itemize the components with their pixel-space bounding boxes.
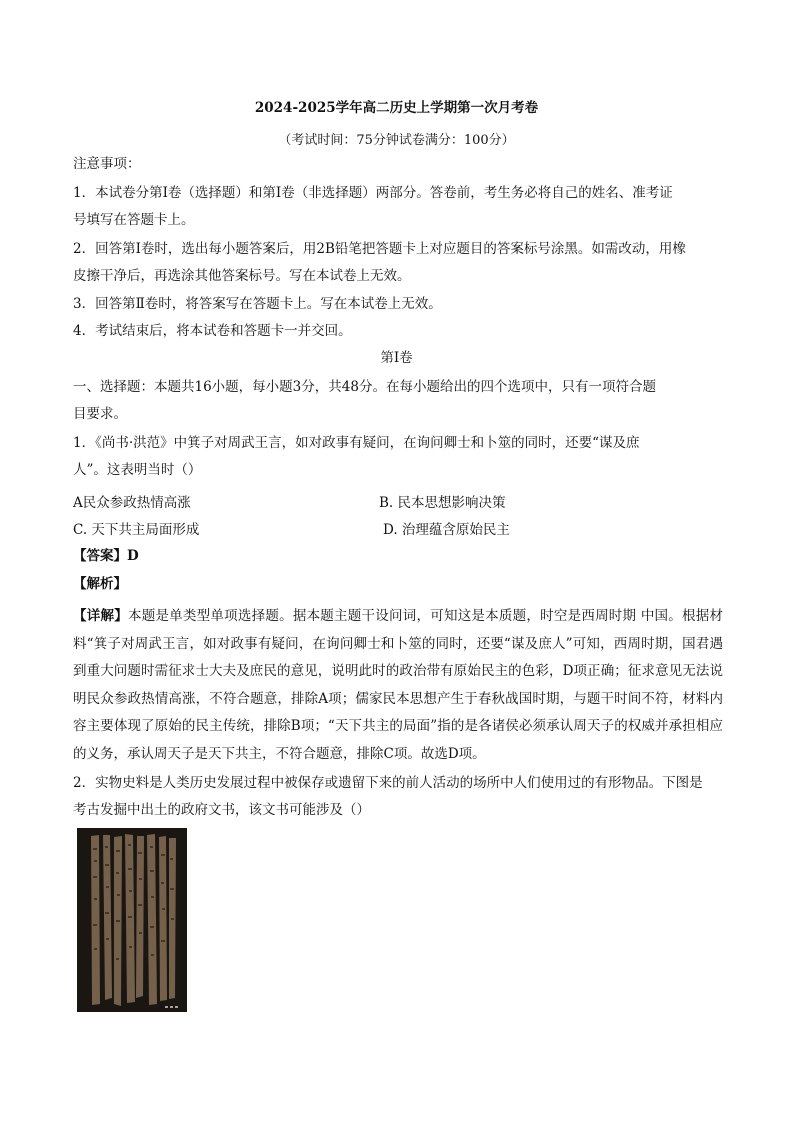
q1-stem-line-1: 1．《尚书·洪范》中箕子对周武王言，如对政事有疑问，在询问卿士和卜筮的同时，还要“谋及庶 <box>73 435 640 451</box>
exam-subtitle: （考试时间：75分钟试卷满分：100分） <box>278 133 515 148</box>
q1-option-a: A民众参政热情高涨 <box>73 495 191 511</box>
q1-option-d: D. 治理蕴含原始民主 <box>383 522 510 538</box>
answer-value: D <box>127 548 139 564</box>
q1-answer <box>73 543 723 570</box>
notice-heading: 注意事项： <box>73 156 141 172</box>
q1-option-b: B. 民本思想影响决策 <box>379 495 506 511</box>
notice-item-3: 3．回答第Ⅱ卷时，将答案写在答题卡上。写在本试卷上无效。 <box>73 296 442 312</box>
notice-item-2-line-2: 皮擦干净后，再选涂其他答案标号。写在本试卷上无效。 <box>73 268 411 284</box>
q2-stem-line-2: 考古发掘中出土的政府文书，该文书可能涉及（） <box>73 802 370 818</box>
notice-item-1-line-1: 1．本试卷分第Ⅰ卷（选择题）和第Ⅰ卷（非选择题）两部分。答卷前，考生务必将自己的姓名、准考证 <box>73 185 673 201</box>
detail-label: 【详解】 <box>73 608 128 624</box>
bamboo-slips-image <box>77 828 187 1012</box>
answer-label: 【答案】 <box>73 548 127 564</box>
q1-analysis-label <box>73 571 723 598</box>
notice-item-4: 4．考试结束后，将本试卷和答题卡一并交回。 <box>73 323 352 339</box>
bamboo-slips-photo <box>77 828 187 1012</box>
notice-item-1-line-2: 号填写在答题卡上。 <box>73 212 195 228</box>
detail-text: 本题是单类型单项选择题。据本题主题干设问词，可知这是本质题，时空是西周时期 中国。根据材料“箕子对周武王言，如对政事有疑问，在询问卿士和卜筮的同时，还要“谋及庶人”可知，西周时期，国君遇到重大问题时需征求士大夫及庶民的意见，说明此时的政治带有原始民主的色彩，D项正确；征求意见无法说明民众参政热情高涨，不符合题意，排除A项；儒家民本思想产生于春秋战国时期，与题干时间不符，材料内容主要体现了原始的民主传统，排除B项；“天下共主的局面”指的是各诸侯必须承认周天子的权威并承担相应的义务，承认周天子是天下共主，不符合题意，排除C项。故选D项。 <box>73 608 724 762</box>
analysis-label: 【解析】 <box>73 576 127 592</box>
q1-stem-line-2: 人”。这表明当时（） <box>73 462 202 478</box>
q1-option-c: C. 天下共主局面形成 <box>73 522 200 538</box>
exam-title: 2024-2025学年高二历史上学期第一次月考卷 <box>254 100 539 116</box>
section-intro-line-2: 目要求。 <box>73 406 127 422</box>
q1-detail <box>73 603 723 768</box>
q2-stem-line-1: 2．实物史料是人类历史发展过程中被保存或遗留下来的前人活动的场所中人们使用过的有形物品。下图是 <box>73 775 703 791</box>
section-intro-line-1: 一、选择题：本题共16小题，每小题3分，共48分。在每小题给出的四个选项中，只有一项符合题 <box>73 379 656 395</box>
notice-item-2-line-1: 2．回答第Ⅰ卷时，选出每小题答案后，用2B铅笔把答题卡上对应题目的答案标号涂黑。如需改动，用橡 <box>73 241 686 257</box>
volume-title: 第Ⅰ卷 <box>380 350 413 366</box>
